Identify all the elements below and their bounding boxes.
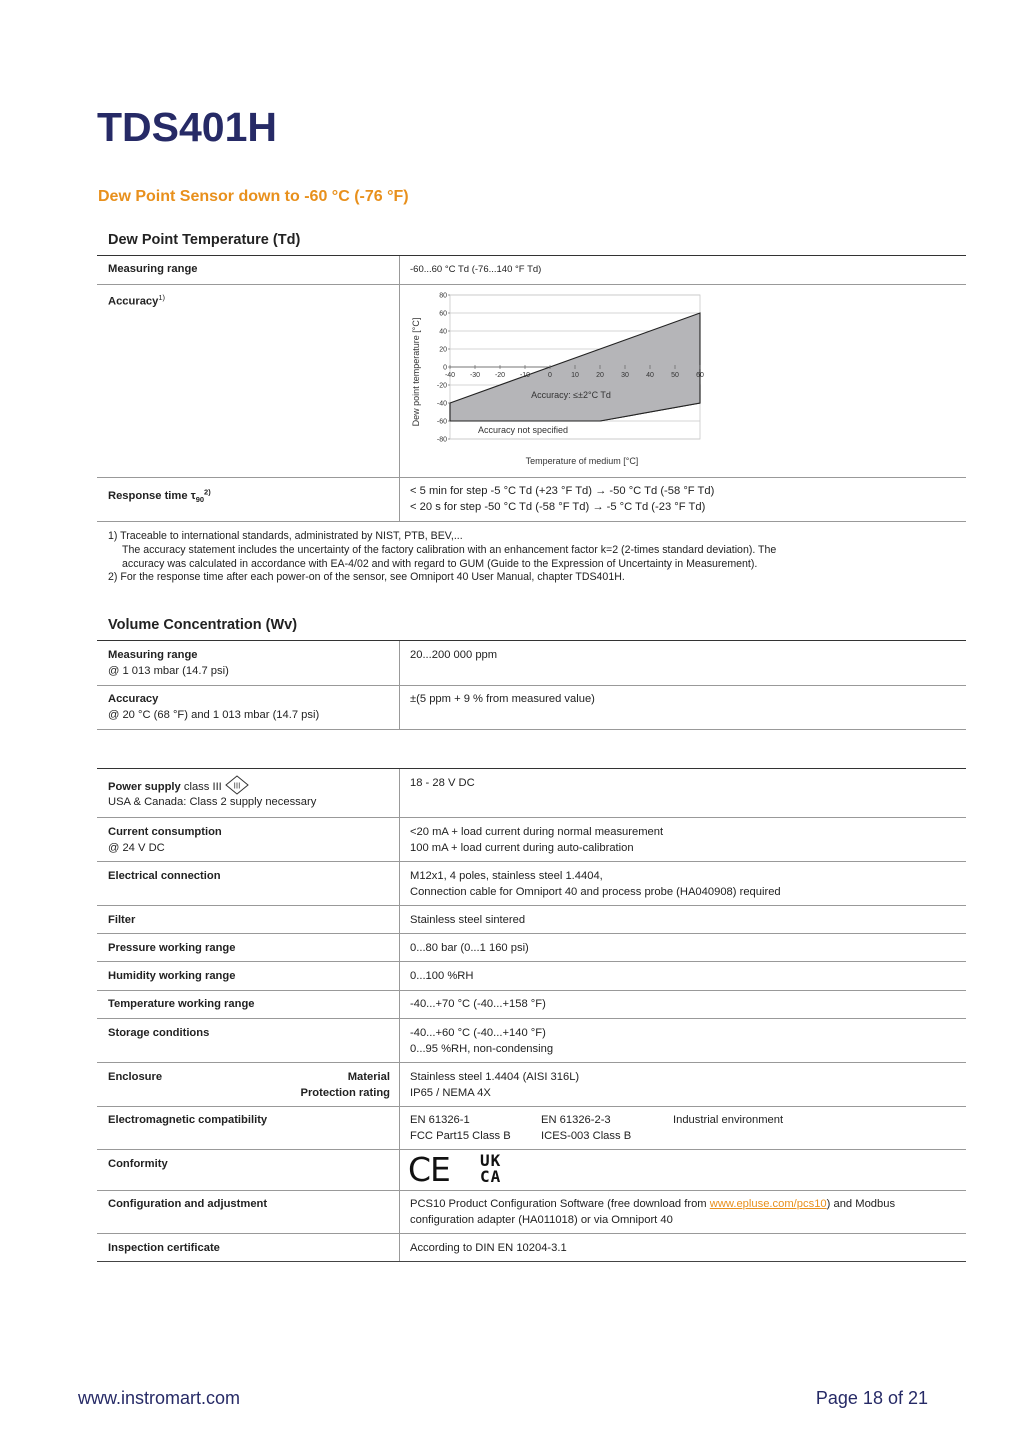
row-divider [97,817,966,818]
pressure-value: 0...80 bar (0...1 160 psi) [410,942,529,954]
footnotes: 1) Traceable to international standards, administrated by NIST, PTB, BEV,... The accuracy statement includes the uncertainty of the factory calibration with an enhancement factor k=2 (2-times standard deviation). The accuracy was calculated in accordance with EA-4/02 and with regard to GUM (Guide to the Expression of Uncertainty in Measurement). 2) For the response time after each power-on of the sensor, see Omniport 40 User Manual, chapter TDS401H. [108,530,777,584]
y-tick-label: 40 [439,328,447,336]
table-bottom-rule [97,1261,966,1262]
emc-col-2: EN 61326-2-3 ICES-003 Class B [541,1114,632,1142]
chart-y-axis-label: Dew point temperature [°C] [411,317,421,427]
filter-value: Stainless steel sintered [410,914,526,926]
row-divider [97,685,966,686]
configuration-label: Configuration and adjustment [108,1198,268,1210]
page-subtitle: Dew Point Sensor down to -60 °C (-76 °F) [98,188,409,205]
humidity-label: Humidity working range [108,970,236,982]
measuring-range-value: -60...60 °C Td (-76...140 °F Td) [410,264,542,275]
temperature-value: -40...+70 °C (-40...+158 °F) [410,998,546,1010]
section-rule [97,768,966,769]
accuracy-chart [402,286,702,472]
x-tick-label: 0 [548,372,552,379]
temperature-label: Temperature working range [108,998,255,1010]
pressure-label: Pressure working range [108,942,236,954]
conformity-label: Conformity [108,1158,168,1170]
power-supply-label: Power supply class III III USA & Canada: Class 2 supply necessary [108,779,316,811]
row-divider [97,1018,966,1019]
response-time-value: < 5 min for step -5 °C Td (+23 °F Td) → -50 °C Td (-58 °F Td) < 20 s for step -50 °C Td (-58 °F Td) → -5 °C Td (-23 °F Td) [410,485,715,513]
row-divider [97,1233,966,1234]
chart-x-axis-label: Temperature of medium [°C] [525,456,639,466]
y-tick-label: 80 [439,292,447,300]
electrical-connection-value: M12x1, 4 poles, stainless steel 1.4404, Connection cable for Omniport 40 and process probe (HA040908) required [410,870,781,898]
class-iii-icon [225,775,249,795]
chart-y-ticks [437,293,450,444]
region-label-accuracy: Accuracy: ≤±2°C Td [531,390,611,400]
footer-website[interactable]: www.instromart.com [78,1388,241,1408]
page-title: TDS401H [97,104,278,150]
row-divider [97,905,966,906]
svg-text:III: III [233,781,241,791]
x-tick-label: -10 [519,372,531,379]
x-tick-label: 20 [596,372,604,379]
row-divider [97,1190,966,1191]
row-divider [97,521,966,522]
row-divider [97,990,966,991]
y-tick-label: -40 [436,400,447,408]
row-divider [97,961,966,962]
y-tick-label: 60 [439,310,447,318]
volume-range-label: Measuring range @ 1 013 mbar (14.7 psi) [108,649,229,677]
x-tick-label: 40 [646,372,654,379]
emc-label: Electromagnetic compatibility [108,1114,268,1126]
x-tick-label: -40 [444,372,456,379]
row-divider [97,861,966,862]
response-time-label: Response time $\tau_{90}^{2)}$ [108,487,211,504]
ukca-mark-icon: UK CA [480,1151,502,1186]
footer-page-number: Page 18 of 21 [815,1388,928,1408]
volume-range-value: 20...200 000 ppm [410,649,498,661]
measuring-range-label: Measuring range [108,263,198,275]
inspection-value: According to DIN EN 10204-3.1 [410,1242,567,1254]
row-divider [97,729,966,730]
column-divider [399,256,400,521]
enclosure-label: Enclosure [108,1071,163,1083]
row-divider [97,1149,966,1150]
ce-mark-icon: CE [408,1150,450,1189]
humidity-value: 0...100 %RH [410,970,474,982]
enclosure-sublabels: Material Protection rating [300,1071,390,1099]
region-label-not-specified: Accuracy not specified [477,425,569,435]
pcs10-download-link[interactable]: www.epluse.com/pcs10 [709,1198,827,1210]
row-divider [97,1062,966,1063]
current-consumption-label: Current consumption @ 24 V DC [108,826,222,854]
y-tick-label: -80 [436,436,447,444]
y-tick-label: -60 [436,418,447,426]
section-rule [97,640,966,641]
y-tick-label: -20 [436,382,447,390]
storage-label: Storage conditions [108,1027,210,1039]
row-divider [97,1106,966,1107]
enclosure-value: Stainless steel 1.4404 (AISI 316L) IP65 / NEMA 4X [410,1071,580,1099]
x-tick-label: -20 [494,372,506,379]
row-divider [97,933,966,934]
x-tick-label: 60 [696,372,704,379]
x-tick-label: 50 [671,372,679,379]
x-tick-label: 30 [621,372,629,379]
y-tick-label: 20 [439,346,447,354]
emc-col-3: Industrial environment [673,1114,784,1126]
x-tick-label: -30 [469,372,481,379]
x-tick-label: 10 [571,372,579,379]
accuracy-label: Accuracy$^{1)}$ [108,293,166,308]
volume-accuracy-value: ±(5 ppm + 9 % from measured value) [410,693,595,705]
current-consumption-value: <20 mA + load current during normal measurement 100 mA + load current during auto-calibration [410,826,664,854]
section-title-volume: Volume Concentration (Wv) [108,617,298,633]
storage-value: -40...+60 °C (-40...+140 °F) 0...95 %RH, non-condensing [410,1027,554,1055]
power-supply-value: 18 - 28 V DC [410,777,475,789]
column-divider [399,769,400,1262]
configuration-value: PCS10 Product Configuration Software (free download from www.epluse.com/pcs10) and Modbus configuration adapter (HA011018) or via Omniport 40 [410,1198,896,1226]
emc-col-1: EN 61326-1 FCC Part15 Class B [410,1114,511,1142]
row-divider [97,477,966,478]
electrical-connection-label: Electrical connection [108,870,221,882]
inspection-label: Inspection certificate [108,1242,220,1254]
volume-accuracy-label: Accuracy @ 20 °C (68 °F) and 1 013 mbar (14.7 psi) [108,693,320,721]
y-tick-label: 0 [443,364,447,372]
section-rule [97,255,966,256]
section-title-dew-point: Dew Point Temperature (Td) [108,232,301,248]
row-divider [97,284,966,285]
filter-label: Filter [108,914,136,926]
